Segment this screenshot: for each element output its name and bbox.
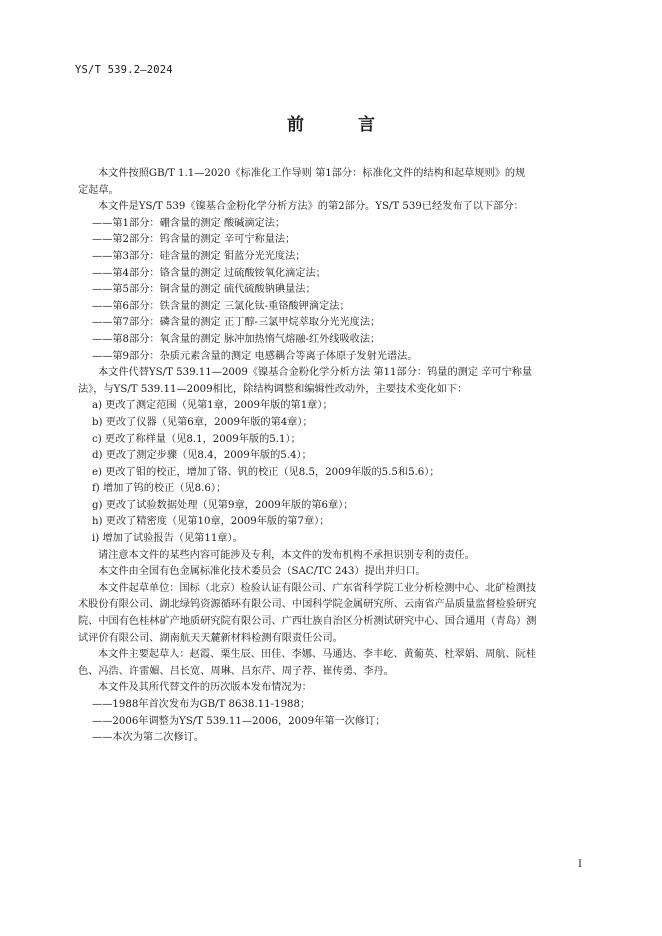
text-line: ——本次为第二次修订。 bbox=[92, 732, 205, 744]
text-line: 本文件由全国有色金属标准化技术委员会（SAC/TC 243）提出并归口。 bbox=[98, 566, 426, 578]
text-line: 请注意本文件的某些内容可能涉及专利，本文件的发布机构不承担识别专利的责任。 bbox=[98, 549, 475, 561]
text-line: h) 更改了精密度（见第10章，2009年版的第7章）； bbox=[92, 516, 330, 528]
text-line: 院、中国有色桂林矿产地质研究院有限公司、广西壮族自治区分析测试研究中心、国合通用（青岛）测 bbox=[78, 616, 537, 628]
text-line: d) 更改了测定步骤（见8.4，2009年版的5.4）； bbox=[92, 450, 312, 462]
text-line: 本文件按照GB/T 1.1—2020《标准化工作导则 第1部分：标准化文件的结构和起草规则》的规 bbox=[98, 168, 526, 179]
text-line: c) 更改了称样量（见8.1，2009年版的5.1）； bbox=[92, 433, 301, 445]
text-line: 定起草。 bbox=[78, 184, 119, 196]
text-line: e) 更改了钼的校正，增加了铬、钒的校正（见8.5，2009年版的5.5和5.6）； bbox=[92, 466, 440, 478]
text-line: ——第2部分：钨含量的测定 辛可宁称量法； bbox=[92, 234, 296, 246]
text-line: ——1988年首次发布为GB/T 8638.11-1988； bbox=[92, 699, 311, 710]
text-line: 本文件及其所代替文件的历次版本发布情况为： bbox=[98, 682, 312, 694]
text-line: a) 更改了测定范围（见第1章，2009年版的第1章）； bbox=[92, 400, 333, 412]
text-line: 色、冯浩、许雷媚、吕长宽、周琳、吕东芹、周子荐、崔传勇、李丹。 bbox=[78, 665, 394, 677]
text-line: b) 更改了仪器（见第6章，2009年版的第4章）； bbox=[92, 416, 313, 428]
text-line: ——第5部分：铜含量的测定 硫代硫酸钠碘量法； bbox=[92, 284, 316, 296]
text-line: ——第9部分：杂质元素含量的测定 电感耦合等离子体原子发射光谱法。 bbox=[92, 350, 418, 362]
text-line: 本文件是YS/T 539《镍基合金粉化学分析方法》的第2部分。YS/T 539已经发布了以下部分： bbox=[98, 201, 524, 213]
text-line: ——第4部分：铬含量的测定 过硫酸铵氧化滴定法； bbox=[92, 267, 326, 279]
text-line: 本文件主要起草人：赵霞、栗生辰、田佳、李娜、马通达、李丰屹、黄葡英、杜翠娟、周航、阮桂 bbox=[98, 649, 537, 661]
text-line: ——第3部分：硅含量的测定 钼蓝分光光度法； bbox=[92, 250, 306, 262]
text-line: i) 增加了试验报告（见第11章）。 bbox=[92, 533, 243, 545]
text-line: ——第8部分：氧含量的测定 脉冲加热惰气熔融-红外线吸收法； bbox=[92, 333, 381, 345]
standard-code: YS/T 539.2—2024 bbox=[75, 64, 173, 76]
text-line: 法》，与YS/T 539.11—2009相比，除结构调整和编辑性改动外，主要技术变化如下： bbox=[78, 383, 468, 395]
text-line: ——2006年调整为YS/T 539.11—2006，2009年第一次修订； bbox=[92, 715, 386, 727]
page-number: I bbox=[578, 859, 582, 870]
text-line: ——第6部分：铁含量的测定 三氯化钛-重铬酸钾滴定法； bbox=[92, 300, 350, 312]
text-line: 本文件代替YS/T 539.11—2009《镍基合金粉化学分析方法 第11部分：钨量的测定 辛可宁称量 bbox=[98, 367, 533, 379]
text-line: g) 更改了试验数据处理（见第9章，2009年版的第6章）； bbox=[92, 499, 354, 511]
text-line: ——第1部分：硼含量的测定 酸碱滴定法； bbox=[92, 217, 286, 229]
text-line: ——第7部分：磷含量的测定 正丁醇-三氯甲烷萃取分光光度法； bbox=[92, 317, 381, 329]
text-line: 术股份有限公司、湖北绿钨资源循环有限公司、中国科学院金属研究所、云南省产品质量监督检验研究 bbox=[78, 599, 537, 611]
text-line: f) 增加了钨的校正（见8.6）； bbox=[92, 483, 227, 495]
text-line: 本文件起草单位：国标（北京）检验认证有限公司、广东省科学院工业分析检测中心、北矿检测技 bbox=[98, 582, 537, 594]
page-title: 前 言 bbox=[287, 115, 399, 135]
text-line: 试评价有限公司、湖南航天天麓新材料检测有限责任公司。 bbox=[78, 632, 343, 644]
document-body bbox=[78, 166, 590, 747]
